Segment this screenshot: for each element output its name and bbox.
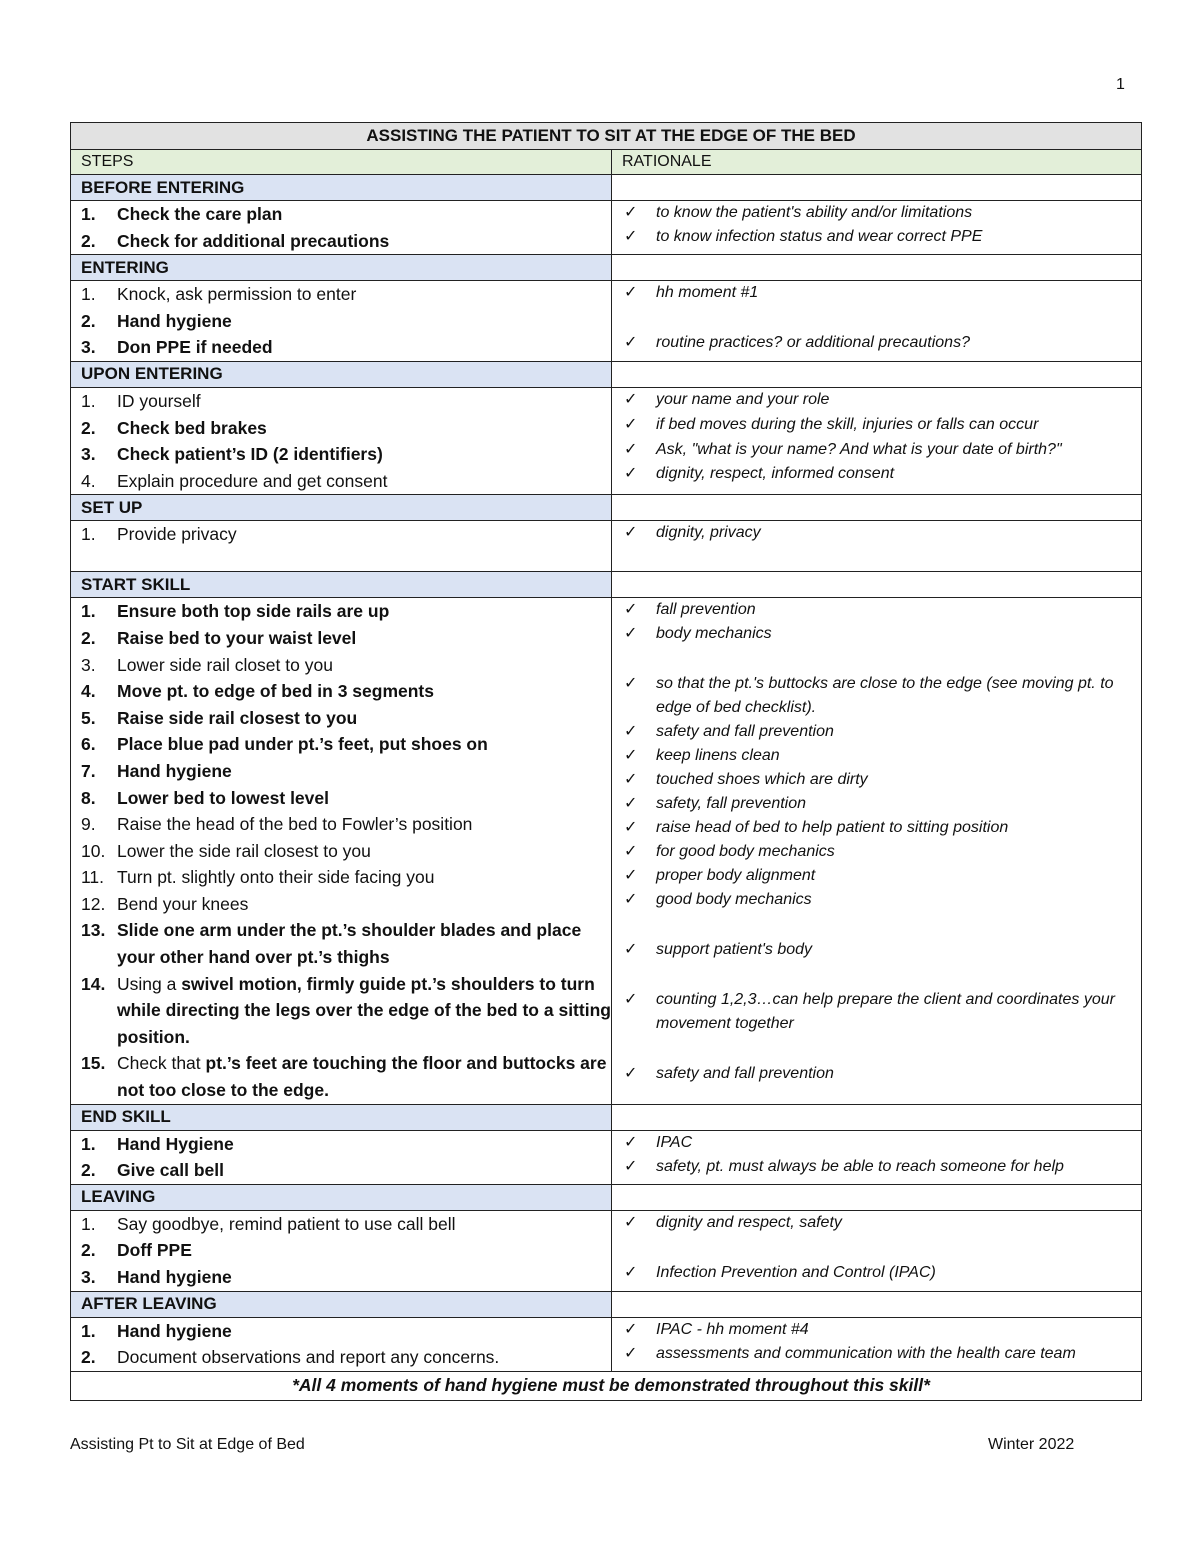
step-item: 2. Hand hygiene xyxy=(81,310,232,331)
step-item: 11. Turn pt. slightly onto their side facing you xyxy=(81,867,435,888)
check-icon: ✓ xyxy=(624,464,638,482)
step-item: 10. Lower the side rail closest to you xyxy=(81,840,371,861)
rationale-item: ✓ dignity, privacy xyxy=(622,521,1141,545)
rationale-item: ✓ body mechanics xyxy=(622,622,1141,646)
rationale-item: ✓ proper body alignment xyxy=(622,864,1141,888)
rationale-item: ✓ keep linens clean xyxy=(622,744,1141,768)
check-icon: ✓ xyxy=(624,284,638,302)
check-icon: ✓ xyxy=(624,1263,638,1281)
step-item: 6. Place blue pad under pt.’s feet, put shoes on xyxy=(81,734,488,755)
check-icon: ✓ xyxy=(624,747,638,765)
check-icon: ✓ xyxy=(624,415,638,433)
step-item: 3. Don PPE if needed xyxy=(81,337,273,358)
section-end-skill: END SKILL xyxy=(71,1104,612,1130)
checklist-table xyxy=(70,122,1142,1401)
step-item: 8. Lower bed to lowest level xyxy=(81,787,329,808)
step-item: 13. Slide one arm under the pt.’s shoulder blades and place your other hand over pt.’s thighs xyxy=(81,920,582,968)
check-icon: ✓ xyxy=(624,819,638,837)
check-icon: ✓ xyxy=(624,601,638,619)
check-icon: ✓ xyxy=(624,1065,638,1083)
section-start-skill: START SKILL xyxy=(71,572,612,598)
rationale-item: ✓ routine practices? or additional precautions? xyxy=(622,331,1141,355)
check-icon: ✓ xyxy=(624,204,638,221)
section-after-leaving: AFTER LEAVING xyxy=(71,1291,612,1317)
section-upon-entering: UPON ENTERING xyxy=(71,361,612,387)
check-icon: ✓ xyxy=(624,941,638,959)
section-before-entering: BEFORE ENTERING xyxy=(71,175,612,201)
step-item: 5. Raise side rail closest to you xyxy=(81,707,358,728)
check-icon: ✓ xyxy=(624,524,638,542)
check-icon: ✓ xyxy=(624,891,638,909)
rationale-item: ✓ IPAC - hh moment #4 xyxy=(622,1318,1141,1342)
step-item: 2. Check bed brakes xyxy=(81,417,267,438)
rationale-item: ✓ your name and your role xyxy=(622,388,1141,412)
page-number: 1 xyxy=(1116,76,1125,93)
step-item: 9. Raise the head of the bed to Fowler’s position xyxy=(81,814,473,835)
rationale-item: ✓ fall prevention xyxy=(622,598,1141,622)
rationale-item: ✓ dignity and respect, safety xyxy=(622,1211,1141,1235)
step-item: 3. Lower side rail closet to you xyxy=(81,654,333,675)
check-icon: ✓ xyxy=(624,228,638,245)
rationale-set-up xyxy=(612,521,1142,572)
steps-end-skill xyxy=(71,1130,612,1184)
column-header-steps: STEPS xyxy=(71,150,612,175)
steps-after-leaving xyxy=(71,1317,612,1371)
step-item: 3. Hand hygiene xyxy=(81,1267,232,1287)
rationale-item: ✓ support patient's body xyxy=(622,938,1141,962)
check-icon: ✓ xyxy=(624,440,638,458)
section-set-up: SET UP xyxy=(71,495,612,521)
step-item: 1. Knock, ask permission to enter xyxy=(81,284,357,305)
step-item: 2. Raise bed to your waist level xyxy=(81,627,357,648)
rationale-start-skill xyxy=(612,598,1142,1104)
check-icon: ✓ xyxy=(624,723,638,741)
rationale-item: ✓ IPAC xyxy=(622,1131,1141,1155)
rationale-item: ✓ Infection Prevention and Control (IPAC) xyxy=(622,1261,1141,1285)
check-icon: ✓ xyxy=(624,991,638,1009)
step-item: 2. Give call bell xyxy=(81,1160,224,1181)
check-icon: ✓ xyxy=(624,1157,638,1175)
step-item: 2. Check for additional precautions xyxy=(81,230,390,251)
rationale-item: ✓ so that the pt.'s buttocks are close to the edge (see moving pt. to edge of bed checklist). xyxy=(622,672,1141,720)
rationale-item: ✓ safety and fall prevention xyxy=(622,1062,1141,1086)
steps-entering xyxy=(71,281,612,362)
rationale-item: ✓ counting 1,2,3…can help prepare the client and coordinates your movement together xyxy=(622,988,1141,1036)
step-item: 1. Ensure both top side rails are up xyxy=(81,601,390,622)
rationale-before-entering xyxy=(612,201,1142,255)
step-item: 1. ID yourself xyxy=(81,390,201,411)
check-icon: ✓ xyxy=(624,390,638,408)
check-icon: ✓ xyxy=(624,795,638,813)
check-icon: ✓ xyxy=(624,1344,638,1362)
rationale-item: ✓ safety, pt. must always be able to reach someone for help xyxy=(622,1155,1141,1179)
step-item: 3. Check patient’s ID (2 identifiers) xyxy=(81,444,383,465)
check-icon: ✓ xyxy=(624,1213,638,1231)
steps-start-skill xyxy=(71,598,612,1104)
step-item: 1. Say goodbye, remind patient to use call bell xyxy=(81,1213,456,1234)
footer-term: Winter 2022 xyxy=(988,1436,1075,1453)
rationale-item: ✓ safety and fall prevention xyxy=(622,720,1141,744)
rationale-upon-entering xyxy=(612,387,1142,494)
check-icon: ✓ xyxy=(624,843,638,861)
table-title: ASSISTING THE PATIENT TO SIT AT THE EDGE OF THE BED xyxy=(71,123,1142,150)
rationale-after-leaving xyxy=(612,1317,1142,1371)
steps-leaving xyxy=(71,1210,612,1291)
step-item: 1. Hand Hygiene xyxy=(81,1133,234,1154)
rationale-item: ✓ if bed moves during the skill, injuries or falls can occur xyxy=(622,412,1141,438)
step-item: 2. Document observations and report any concerns. xyxy=(81,1347,500,1368)
footer-title: Assisting Pt to Sit at Edge of Bed xyxy=(70,1436,305,1453)
step-item: 4. Explain procedure and get consent xyxy=(81,470,388,491)
step-item: 15. Check that pt.’s feet are touching the floor and buttocks are not too close to the edge. xyxy=(81,1053,607,1101)
check-icon: ✓ xyxy=(624,1320,638,1338)
check-icon: ✓ xyxy=(624,867,638,885)
step-item: 7. Hand hygiene xyxy=(81,760,232,781)
column-header-rationale: RATIONALE xyxy=(612,150,1142,175)
rationale-item: ✓ raise head of bed to help patient to sitting position xyxy=(622,816,1141,840)
steps-set-up xyxy=(71,521,612,572)
step-item: 14. Using a swivel motion, firmly guide pt.’s shoulders to turn while directing the legs over the edge of the bed to a sitting position. xyxy=(81,973,611,1047)
rationale-entering xyxy=(612,281,1142,362)
rationale-item: ✓ dignity, respect, informed consent xyxy=(622,462,1141,486)
step-item: 1. Provide privacy xyxy=(81,524,237,545)
rationale-item: ✓ Ask, "what is your name? And what is your date of birth?" xyxy=(622,438,1141,462)
hand-hygiene-note: *All 4 moments of hand hygiene must be demonstrated throughout this skill* xyxy=(71,1371,1142,1400)
rationale-item: ✓ good body mechanics xyxy=(622,888,1141,912)
step-item: 4. Move pt. to edge of bed in 3 segments xyxy=(81,681,434,702)
rationale-item: ✓ hh moment #1 xyxy=(622,281,1141,305)
rationale-item: ✓ for good body mechanics xyxy=(622,840,1141,864)
step-item: 12. Bend your knees xyxy=(81,893,249,914)
check-icon: ✓ xyxy=(624,675,638,693)
check-icon: ✓ xyxy=(624,625,638,643)
check-icon: ✓ xyxy=(624,334,638,352)
rationale-leaving xyxy=(612,1210,1142,1291)
rationale-item: ✓ assessments and communication with the health care team xyxy=(622,1342,1141,1366)
check-icon: ✓ xyxy=(624,1133,638,1151)
rationale-end-skill xyxy=(612,1130,1142,1184)
check-icon: ✓ xyxy=(624,771,638,789)
rationale-item: ✓ to know the patient's ability and/or limitations xyxy=(622,201,1141,225)
section-leaving: LEAVING xyxy=(71,1184,612,1210)
rationale-item: ✓ to know infection status and wear correct PPE xyxy=(622,225,1141,249)
steps-before-entering xyxy=(71,201,612,255)
step-item: 1. Check the care plan xyxy=(81,204,283,224)
steps-upon-entering xyxy=(71,387,612,494)
section-entering: ENTERING xyxy=(71,255,612,281)
rationale-item: ✓ touched shoes which are dirty xyxy=(622,768,1141,792)
step-item: 1. Hand hygiene xyxy=(81,1320,232,1341)
step-item: 2. Doff PPE xyxy=(81,1240,192,1261)
rationale-item: ✓ safety, fall prevention xyxy=(622,792,1141,816)
